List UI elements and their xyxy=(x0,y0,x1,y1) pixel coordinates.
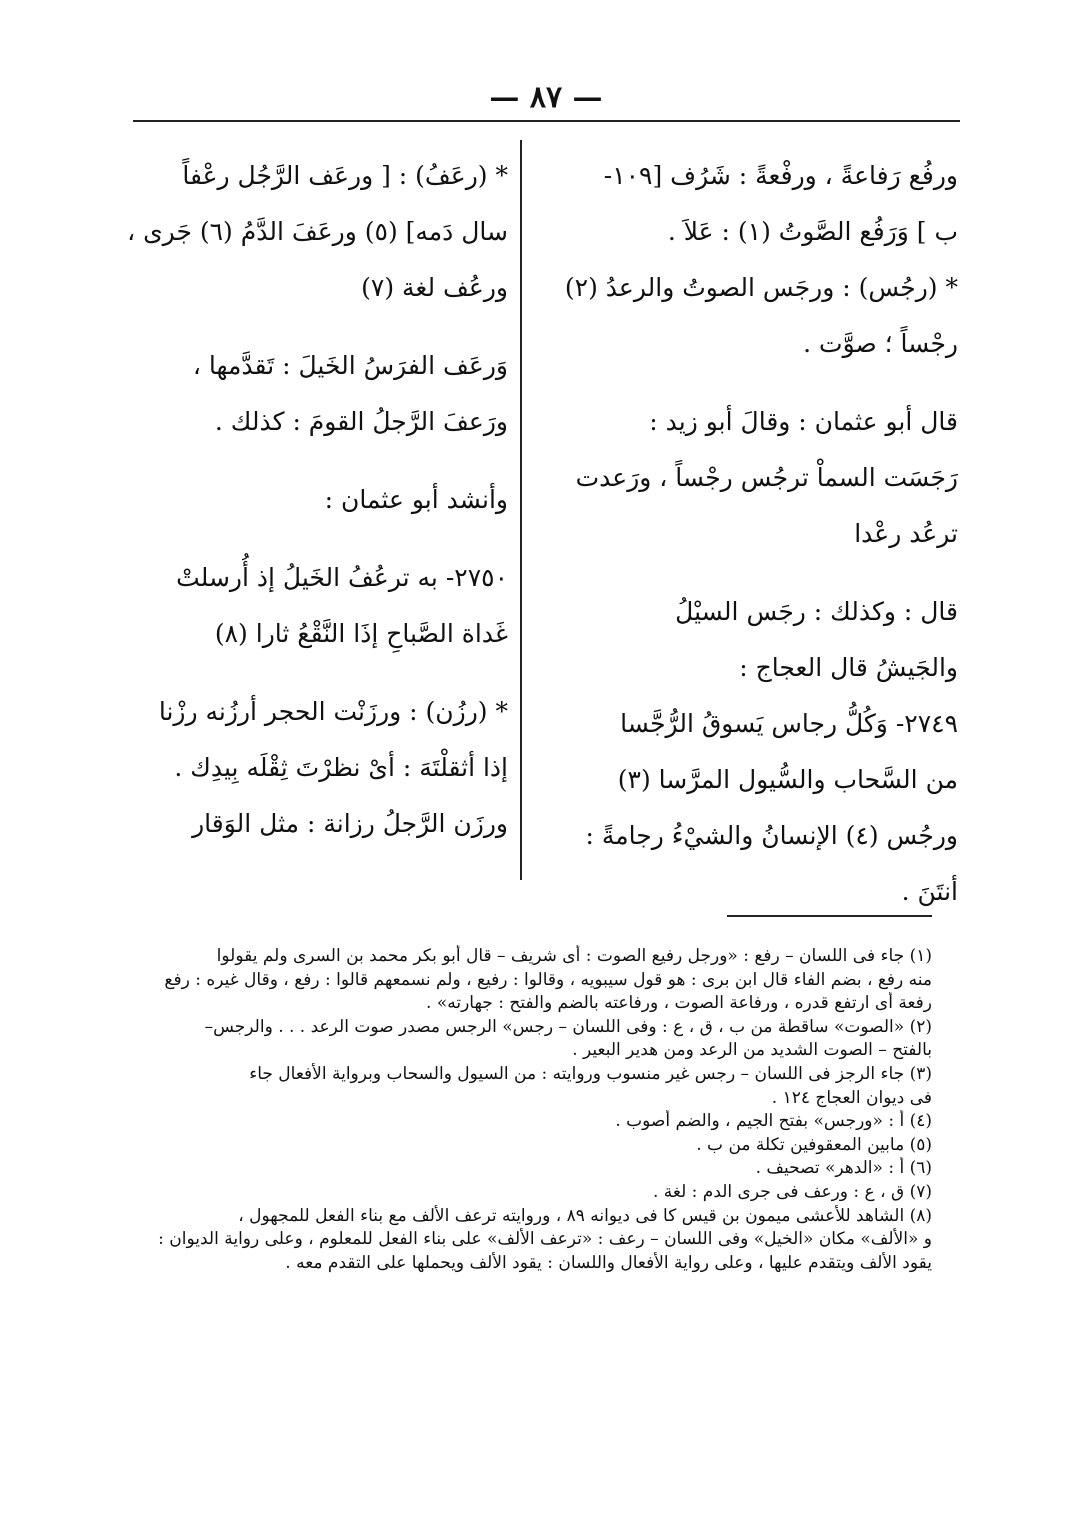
verse-line: غَداة الصَّباحِ إذَا النَّقْعُ ثارا (٨) xyxy=(214,619,508,648)
text-line: ورجُس (٤) الإنسانُ والشيْءُ رجامةً : xyxy=(585,821,958,850)
text-line: * (رعَفُ) : [ ورعَف الرَّجُل رعْفاً xyxy=(182,161,508,190)
verse-line: من السَّحاب والسُّيول المرَّسا (٣) xyxy=(617,765,958,794)
text-line: وَرعَف الفرَسُ الخَيلَ : تَقدَّمها ، xyxy=(192,351,508,380)
text-line: رجْساً ؛ صوَّت . xyxy=(803,329,958,358)
footnote-line: (٨) الشاهد للأعشى ميمون بن قيس كا فى ديوانه ٨٩ ، وروايته ترعف الألف مع بناء الفعل للمجهول ، xyxy=(238,1205,932,1226)
footnote-line: (٤) أ : «ورجس» بفتح الجيم ، والضم أصوب . xyxy=(615,1111,932,1132)
verse-line: ٢٧٥٠- به ترعُفُ الخَيلُ إذ أُرسلتْ xyxy=(176,563,508,592)
footnote-line: بالفتح – الصوت الشديد من الرعد ومن هدير البعير . xyxy=(572,1040,932,1061)
text-line: والجَيشُ قال العجاج : xyxy=(739,653,958,682)
header-rule xyxy=(133,120,960,122)
text-line: ورَعفَ الرَّجلُ القومَ : كذلك . xyxy=(214,407,508,436)
footnote-line: يقود الألف ويتقدم عليها ، وعلى رواية الأفعال واللسان : يقود الألف ويحملها على التقدم معه . xyxy=(285,1252,932,1273)
footnote-rule xyxy=(727,915,932,917)
footnote-line: (٢) «الصوت» ساقطة من ب ، ق ، ع : وفى اللسان – رجس» الرجس مصدر صوت الرعد . . . والرجس– xyxy=(204,1016,932,1037)
verse-line: ٢٧٤٩- وَكُلُّ رجاس يَسوقُ الرُّجَّسا xyxy=(620,709,958,738)
left-column xyxy=(120,148,508,852)
paragraph-gap xyxy=(120,316,508,338)
text-line: سال دَمه] (٥) ورعَفَ الدَّمُ (٦) جَرى ، xyxy=(127,217,508,246)
paragraph-gap xyxy=(120,662,508,684)
text-line: ورعُف لغة (٧) xyxy=(361,273,508,302)
text-line: وأنشد أبو عثمان : xyxy=(324,485,508,514)
paragraph-gap xyxy=(548,562,958,584)
column-divider xyxy=(520,140,522,880)
text-line: ب ] وَرَفُع الصَّوتُ (١) : عَلاَ . xyxy=(667,217,958,246)
footnote-line: فى ديوان العجاج ١٢٤ . xyxy=(771,1087,932,1108)
right-column xyxy=(548,148,958,920)
text-line: إذا أثقلْتَهَ : أىْ نظرْتَ ثِقْلَه بِيدِك . xyxy=(174,753,508,782)
paragraph-gap xyxy=(120,450,508,472)
paragraph-gap xyxy=(120,528,508,550)
text-line: قال : وكذلك : رجَس السيْلُ xyxy=(675,597,958,626)
text-line: * (رزُن) : ورزَنْت الحجر أرزُنه رزْنا xyxy=(158,697,508,726)
paragraph-gap xyxy=(548,372,958,394)
text-line: ورفُع رَفاعةً ، ورفْعةً : شَرُف [١٠٩- xyxy=(603,161,958,190)
footnote-line: (١) جاء فى اللسان – رفع : «ورجل رفيع الصوت : أى شريف – قال أبو بكر محمد بن السرى ولم يقولوا xyxy=(216,946,932,966)
footnote-line: (٣) جاء الرجز فى اللسان – رجس غير منسوب وروايته : من السيول والسحاب وبرواية الأفعال جاء xyxy=(249,1063,932,1084)
footnotes xyxy=(120,945,932,1275)
text-line: ورزَن الرَّجلُ رزانة : مثل الوَقار xyxy=(192,809,508,838)
page-number: — ٨٧ — xyxy=(489,80,603,115)
text-line: رَجَسَت السماْ ترجُس رجْساً ، ورَعدت xyxy=(575,463,958,492)
text-line: ترعُد رعْدا xyxy=(854,519,958,548)
footnote-line: و «الألف» مكان «الخيل» وفى اللسان – رعف : «ترعف الألف» على بناء الفعل للمعلوم ، وعلى رواية الديوان : xyxy=(158,1229,932,1250)
footnote-line: (٧) ق ، ع : ورعف فى جرى الدم : لغة . xyxy=(652,1181,932,1202)
text-line: قال أبو عثمان : وقالَ أبو زيد : xyxy=(649,407,958,436)
footnote-line: (٥) مابين المعقوفين تكلة من ب . xyxy=(696,1134,932,1155)
footnote-line: (٦) أ : «الدهر» تصحيف . xyxy=(755,1158,932,1179)
footnote-line: منه رفع ، بضم الفاء قال ابن برى : هو قول سيبويه ، وقالوا : رفيع ، ولم نسمعهم قالوا : رفع ، وقال غيره : رفع xyxy=(164,969,932,990)
text-line: * (رجُس) : ورجَس الصوتُ والرعدُ (٢) xyxy=(564,273,958,302)
footnote-line: رفعة أى ارتفع قدره ، ورفاعة الصوت ، ورفاعته بالضم والفتح : جهارته» . xyxy=(426,993,932,1014)
text-line: أنتَنَ . xyxy=(901,877,958,906)
